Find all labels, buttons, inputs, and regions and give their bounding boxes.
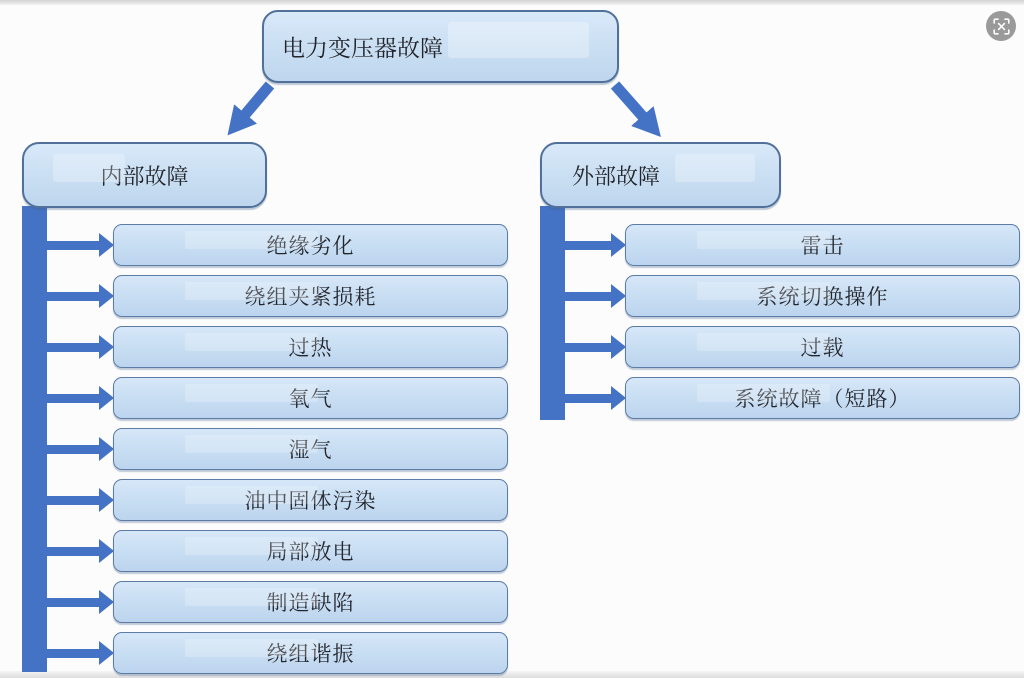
arrow-right-icon [565, 377, 625, 419]
leaf-node [625, 224, 1020, 266]
list-item [47, 275, 508, 317]
list-item [47, 377, 508, 419]
list-item [47, 581, 508, 623]
leaf-node [113, 377, 508, 419]
arrow-right-icon [565, 326, 625, 368]
screen-capture-button[interactable] [986, 11, 1016, 41]
list-item [565, 275, 1020, 317]
leaf-label: 雷击 [800, 235, 845, 258]
leaf-label: 油中固体污染 [244, 490, 377, 513]
branch-node-external-faults [540, 142, 781, 208]
list-item [47, 428, 508, 470]
leaf-label: 湿气 [288, 439, 333, 462]
root-node-label: 电力变压器故障 [282, 35, 443, 61]
list-item [47, 530, 508, 572]
leaf-label: 氧气 [288, 388, 333, 411]
leaf-node [625, 377, 1020, 419]
leaf-node [113, 224, 508, 266]
list-item [47, 326, 508, 368]
leaf-label: 绕组夹紧损耗 [244, 286, 377, 309]
internal-connector-bar [22, 206, 47, 672]
list-item [565, 224, 1020, 266]
list-item [47, 632, 508, 674]
leaf-node [113, 632, 508, 674]
leaf-node [113, 479, 508, 521]
list-item [565, 377, 1020, 419]
leaf-node [625, 275, 1020, 317]
arrow-right-icon [565, 224, 625, 266]
leaf-label: 制造缺陷 [266, 592, 355, 615]
branch-node-internal-faults [22, 142, 267, 208]
arrow-right-icon [565, 275, 625, 317]
leaf-node [113, 581, 508, 623]
arrow-right-icon [47, 275, 113, 317]
leaf-label: 绝缘劣化 [266, 235, 355, 258]
leaf-label: 过热 [288, 337, 333, 360]
arrow-right-icon [47, 428, 113, 470]
root-node [262, 10, 619, 83]
leaf-label: 过载 [800, 337, 845, 360]
arrow-right-icon [47, 530, 113, 572]
list-item [47, 224, 508, 266]
leaf-node [113, 428, 508, 470]
internal-fault-list [47, 224, 508, 678]
arrow-right-icon [47, 632, 113, 674]
leaf-node [113, 530, 508, 572]
leaf-label: 系统故障（短路） [734, 388, 911, 411]
screen-capture-icon [993, 18, 1010, 35]
arrow-right-icon [47, 377, 113, 419]
leaf-node [625, 326, 1020, 368]
list-item [565, 326, 1020, 368]
leaf-node [113, 275, 508, 317]
leaf-label: 局部放电 [266, 541, 355, 564]
leaf-node [113, 326, 508, 368]
leaf-label: 绕组谐振 [266, 643, 355, 666]
arrow-right-icon [47, 224, 113, 266]
leaf-label: 系统切换操作 [756, 286, 889, 309]
arrow-right-icon [47, 479, 113, 521]
external-fault-list [565, 224, 1020, 428]
list-item [47, 479, 508, 521]
arrow-right-icon [47, 581, 113, 623]
arrow-right-icon [47, 326, 113, 368]
top-edge-strip [0, 0, 1024, 5]
branch-label: 外部故障 [572, 163, 661, 189]
external-connector-bar [540, 206, 565, 420]
branch-label: 内部故障 [100, 163, 189, 189]
